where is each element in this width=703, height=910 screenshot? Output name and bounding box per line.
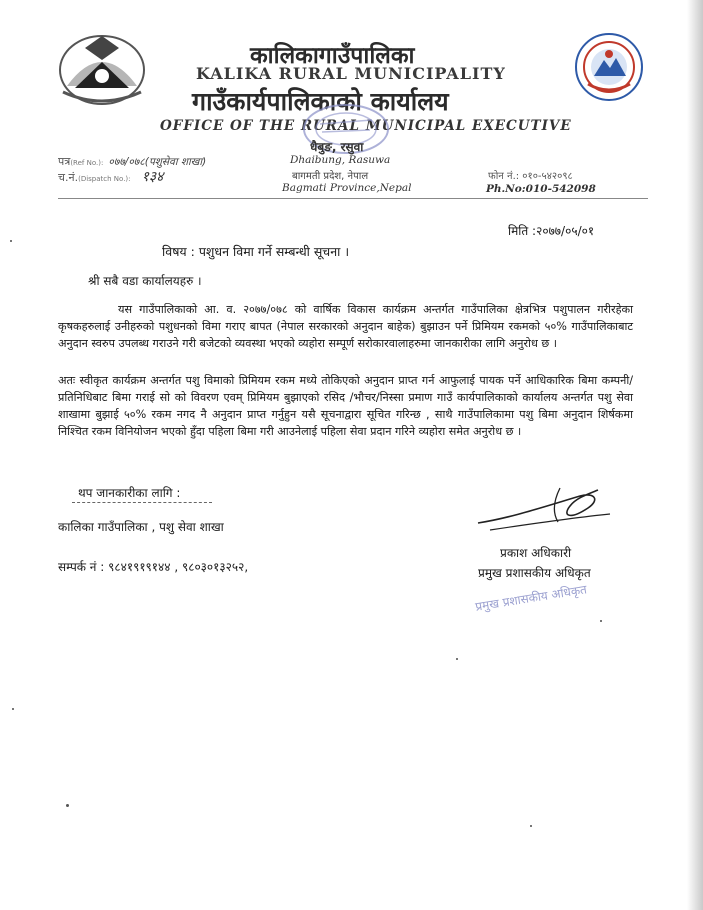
designation-stamp: प्रमुख प्रशासकीय अधिकृत xyxy=(474,582,588,614)
location-np: धैबुङ, रसुवा xyxy=(310,140,364,154)
more-info-label: थप जानकारीका लागि : xyxy=(78,486,181,500)
letter-recipient: श्री सबै वडा कार्यालयहरु । xyxy=(88,274,202,288)
office-name-np: गाउँकार्यपालिकाको कार्यालय xyxy=(192,87,449,116)
ref-number: पत्र(Ref No.): ०७७/०७८(पशुसेवा शाखा) xyxy=(58,155,207,168)
municipality-name-en: KALIKA RURAL MUNICIPALITY xyxy=(196,64,506,83)
nepal-emblem-icon xyxy=(55,28,150,108)
municipality-name-np: कालिकागाउँपालिका xyxy=(250,43,415,69)
more-info-underline xyxy=(72,502,212,504)
scan-speck xyxy=(530,825,532,827)
page-edge-shadow xyxy=(687,0,703,910)
province-en: Bagmati Province,Nepal xyxy=(282,182,412,194)
signer-name: प्रकाश अधिकारी xyxy=(500,546,572,560)
office-name-en: OFFICE OF THE RURAL MUNICIPAL EXECUTIVE xyxy=(160,118,572,134)
letter-paragraph-2: अतः स्वीकृत कार्यक्रम अन्तर्गत पशु विमाको प्रिमियम रकम मध्ये तोकिएको अनुदान प्राप्त गर्न आफुलाई पायक पर्ने आधिकारिक बिमा कम्पनी/प्रतिनिधिबाट बिमा गराई सो को विवरण एवम् प्रिमियम बुझाएको रसिद /भौचर/निस्सा प्रमाण गाउँ कार्यपालिकाको कार्यालय अन्तर्गत पशु सेवा शाखामा बुझाई ५०% रकम नगद नै अनुदान प्राप्त गर्नुहुन यसै सूचनाद्वारा सूचित गरिन्छ , साथै गाउँपालिकामा पशु बिमा अनुदान शिर्षकमा निश्चित रकम विनियोजन भएको हुँदा पहिला बिमा गरी आउनेलाई पहिला सेवा प्रदान गरिने व्यहोरा समेत अनुरोध छ । xyxy=(58,374,633,438)
scan-speck xyxy=(10,240,12,242)
scan-speck xyxy=(600,620,602,622)
dispatch-number: च.नं.(Dispatch No.): १३४ xyxy=(58,169,164,185)
location-en: Dhaibung, Rasuwa xyxy=(290,154,391,166)
letter-date: मिति :२०७७/०५/०१ xyxy=(508,224,595,238)
signature-icon xyxy=(470,478,620,538)
letter-subject: विषय : पशुधन विमा गर्ने सम्बन्धी सूचना । xyxy=(162,244,350,259)
signer-title: प्रमुख प्रशासकीय अधिकृत xyxy=(478,566,591,580)
phone-np: फोन नं.: ०१०-५४२०९८ xyxy=(488,171,573,182)
phone-en: Ph.No:010-542098 xyxy=(486,183,596,195)
scan-speck xyxy=(456,658,458,660)
contact-office: कालिका गाउँपालिका , पशु सेवा शाखा xyxy=(58,520,224,534)
contact-phone: सम्पर्क नं : ९८४१९१९१४४ , ९८०३०१३२५२, xyxy=(58,560,249,574)
municipality-seal-icon xyxy=(574,32,644,102)
header-divider xyxy=(58,198,648,199)
province-np: बागमती प्रदेश, नेपाल xyxy=(292,171,369,182)
letter-paragraph-1: यस गाउँपालिकाको आ. व. २०७७/०७८ को वार्षिक विकास कार्यक्रम अन्तर्गत गाउँपालिका क्षेत्रभित्र पशुपालन गरीरहेका कृषकहरुलाई उनीहरुको पशुधनको विमा गराए बापत (नेपाल सरकारको अनुदान बाहेक) बुझाउन पर्ने प्रिमियम रकमको ५०% गाउँपालिकाबाट अनुदान स्वरुप उपलब्ध गराउने गरी बजेटको व्यवस्था भएको व्यहोरा सम्पूर्ण सरोकारवालाहरुमा जानकारीका लागि अनुरोध छ । xyxy=(58,303,633,350)
scan-speck xyxy=(12,708,14,710)
scan-speck xyxy=(66,804,69,807)
